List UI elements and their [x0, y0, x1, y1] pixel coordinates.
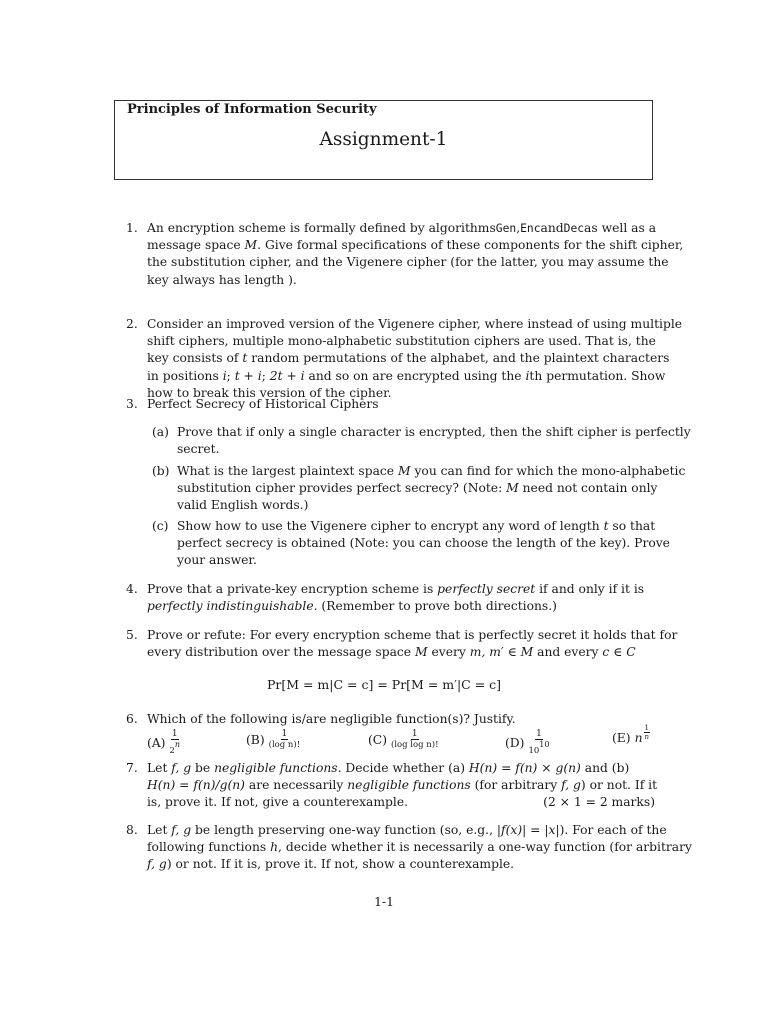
question-number: 7. — [126, 761, 138, 775]
part-label: (a) — [152, 425, 169, 439]
q3-title: Perfect Secrecy of Historical Ciphers — [147, 397, 379, 411]
q2-line-4: in positions i; t + i; 2t + i and so on are encrypted using the ith permutation. Show — [147, 368, 666, 383]
question-8: 8. Let f, g be length preserving one-way function (so, e.g., |f(x)| = |x|). For each of the following functions h, decide whether it is necessarily a one-way function (for arbitrary f, g) or not. If it is, prove it. If not, show a counterexample. — [126, 823, 692, 872]
fraction: $\frac{1}{1010}$ — [528, 729, 550, 756]
q3-part-a: (a) Prove that if only a single character is encrypted, then the shift cipher is perfectly secret. — [152, 425, 691, 457]
probability-equation: Pr[M = m|C = c] = Pr[M = m′|C = c] — [266, 677, 502, 692]
question-number: 2. — [126, 317, 138, 331]
option-a: (A) $\frac{1}{2n}$ — [147, 729, 181, 756]
question-number: 5. — [126, 628, 138, 642]
q1-line-2: message space M. Give formal specifications of these components for the shift cipher, — [147, 238, 684, 253]
dec-algorithm: Dec — [563, 222, 585, 235]
message-space-symbol: M — [244, 238, 258, 253]
question-6 — [126, 711, 655, 728]
option-c: (C) $\frac{1}{\text{(log log n)!}}$ — [368, 729, 439, 750]
question-1 — [126, 220, 684, 289]
option-d: (D) $\frac{1}{1010}$ — [505, 729, 550, 756]
question-number: 6. — [126, 712, 138, 726]
assignment-title: Assignment-1 — [319, 129, 448, 150]
q2-line-1: Consider an improved version of the Vigenere cipher, where instead of using multiple — [147, 317, 683, 331]
fraction: $\frac{1}{2n}$ — [169, 729, 181, 756]
q1-line-1: An encryption scheme is formally defined by algorithms Gen , Enc and Dec as well as a — [147, 220, 655, 237]
header-box — [114, 100, 653, 180]
gen-algorithm: Gen — [495, 222, 517, 235]
marks-label: (2 × 1 = 2 marks) — [543, 795, 655, 810]
q1-line-3: the substitution cipher, and the Vigenere cipher (for the latter, you may assume the — [147, 255, 669, 270]
part-label: (b) — [152, 464, 170, 478]
exponent-fraction: $\frac{1}{n}$ — [644, 724, 649, 741]
question-number: 4. — [126, 582, 138, 596]
q1-line-4: key always has length ). — [147, 272, 297, 287]
question-5: 5. Prove or refute: For every encryption scheme that is perfectly secret it holds that for every distribution over the message space M every m, m′ ∈ M and every c ∈ C — [126, 628, 678, 660]
q3-part-c: (c) Show how to use the Vigenere cipher to encrypt any word of length t so that perfect secrecy is obtained (Note: you can choose the length of the key). Prove your answer. — [152, 519, 670, 568]
q2-line-5: how to break this version of the cipher. — [147, 385, 392, 400]
q2-line-2: shift ciphers, multiple mono-alphabetic substitution ciphers are used. That is, the — [147, 334, 656, 349]
question-2 — [126, 316, 683, 402]
fraction: $\frac{1}{\text{(log n)!}}$ — [268, 729, 301, 750]
question-3 — [126, 396, 655, 413]
question-number: 1. — [126, 221, 138, 235]
option-e: (E) n $\frac{1}{n}$ — [612, 724, 649, 745]
question-number: 8. — [126, 823, 138, 837]
q2-line-3: key consists of t random permutations of the alphabet, and the plaintext characters — [147, 351, 670, 366]
option-b: (B) $\frac{1}{\text{(log n)!}}$ — [246, 729, 301, 750]
part-label: (c) — [152, 519, 169, 533]
page-number: 1-1 — [374, 895, 394, 909]
question-7: 7. Let f, g be negligible functions. Decide whether (a) H(n) = f(n) × g(n) and (b) H(n) = f(n)/g(n) are necessarily negligible functions (for arbitrary f, g) or not. If it is, prove it. If not, give a counterexample. (2 × 1 = 2 marks) — [147, 760, 655, 812]
q3-part-b: (b) What is the largest plaintext space M you can find for which the mono-alphabetic substitution cipher provides perfect secrecy? (Note: M need not contain only valid English words.) — [152, 464, 686, 513]
q6-title: Which of the following is/are negligible function(s)? Justify. — [147, 712, 516, 726]
enc-algorithm: Enc — [520, 222, 541, 235]
fraction: $\frac{1}{\text{(log log n)!}}$ — [391, 729, 439, 750]
question-4: 4. Prove that a private-key encryption scheme is perfectly secret if and only if it is perfectly indistinguishable. (Remember to prove both directions.) — [126, 582, 645, 614]
question-number: 3. — [126, 397, 138, 411]
course-title: Principles of Information Security — [127, 102, 377, 117]
